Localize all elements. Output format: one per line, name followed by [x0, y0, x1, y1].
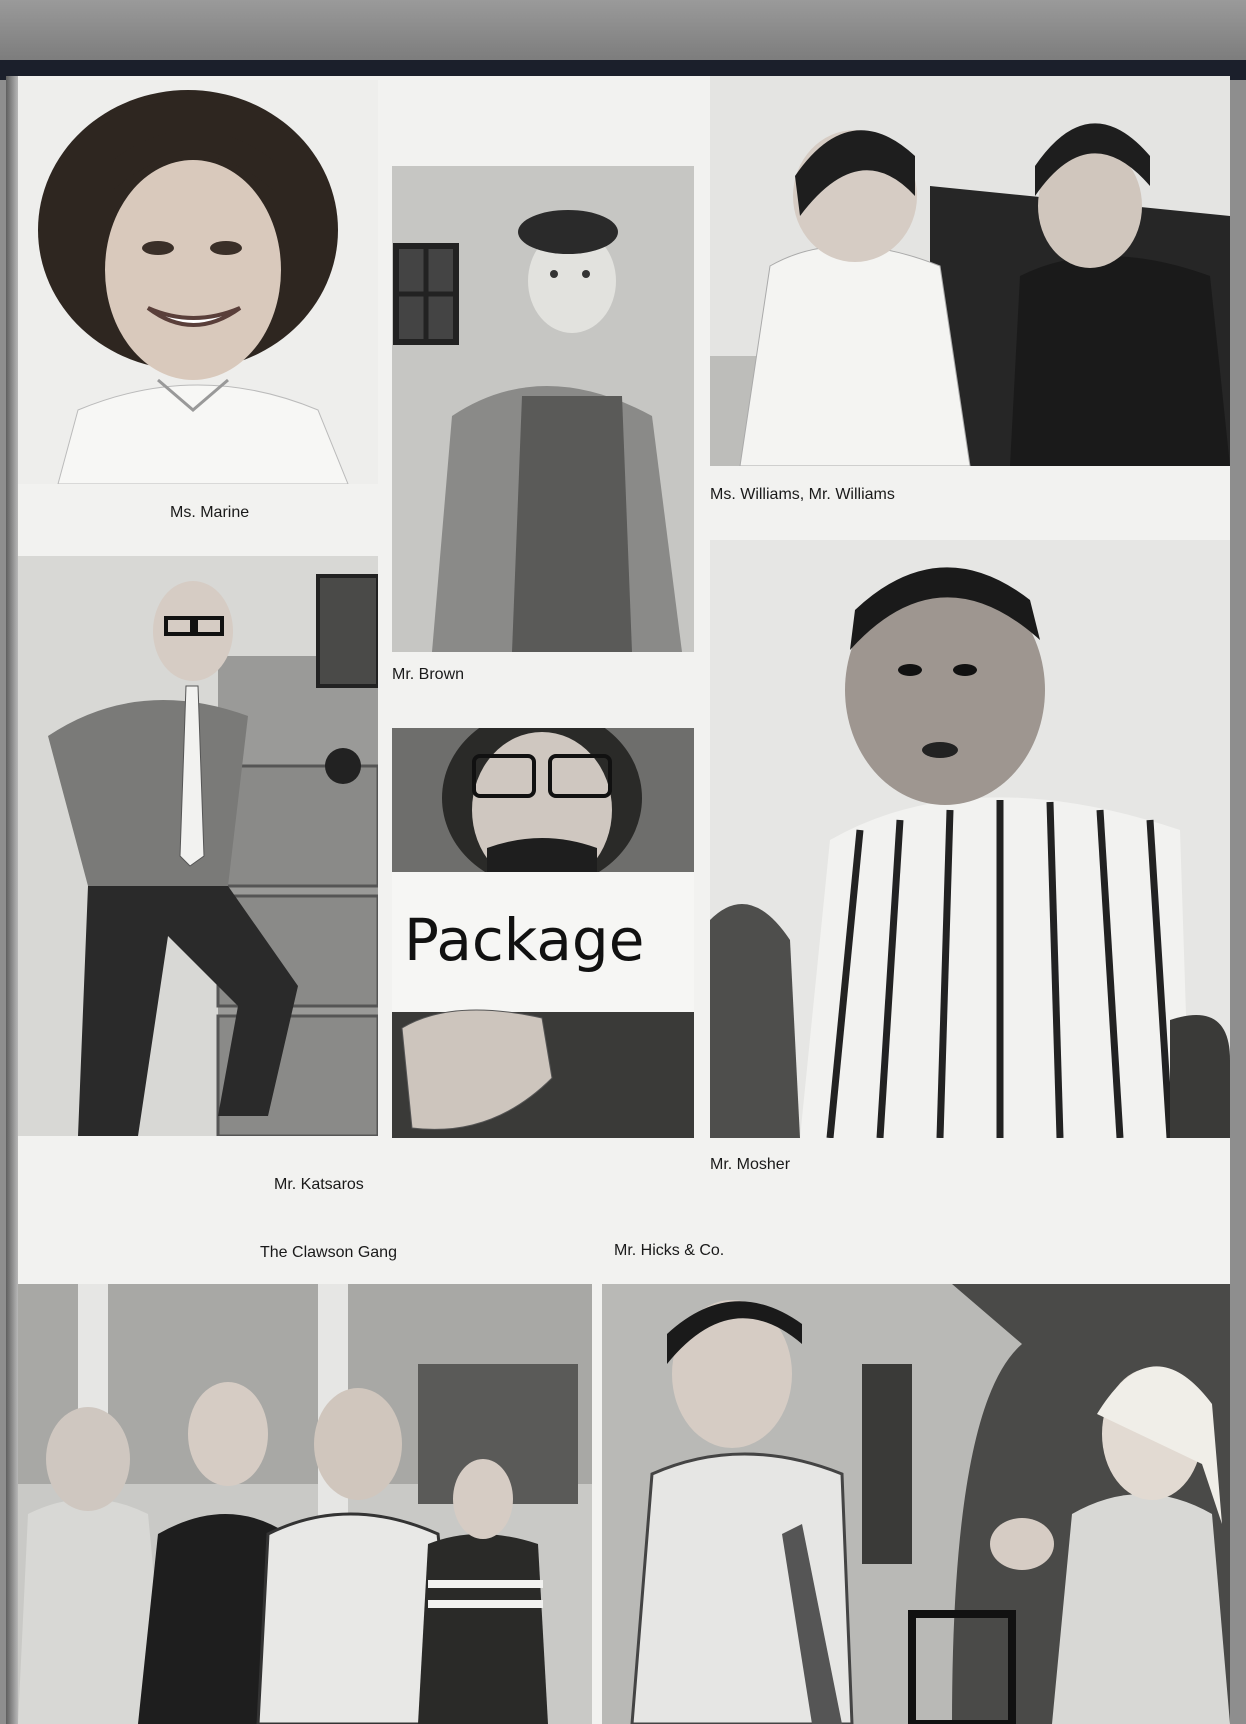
caption-williams: Ms. Williams, Mr. Williams [710, 486, 895, 503]
photo-mr-brown [392, 166, 694, 652]
caption-mr-katsaros: Mr. Katsaros [274, 1176, 364, 1193]
photo-mr-katsaros [18, 556, 378, 1136]
package-sign-text: Package [404, 906, 645, 974]
photo-mr-mosher [710, 540, 1230, 1138]
page-gutter [6, 76, 18, 1724]
scan-background [0, 0, 1246, 62]
caption-mr-mosher: Mr. Mosher [710, 1156, 791, 1173]
caption-mr-hicks: Mr. Hicks & Co. [614, 1242, 725, 1259]
yearbook-page [6, 76, 1230, 1724]
caption-mr-brown: Mr. Brown [392, 666, 465, 683]
photo-mr-hicks [602, 1284, 1230, 1724]
photo-ms-marine [18, 80, 378, 484]
photo-williams [710, 76, 1230, 466]
caption-clawson-gang: The Clawson Gang [260, 1244, 397, 1261]
photo-clawson-gang [18, 1284, 592, 1724]
package-sign-lettering [392, 872, 694, 1012]
caption-ms-marine: Ms. Marine [170, 504, 250, 521]
